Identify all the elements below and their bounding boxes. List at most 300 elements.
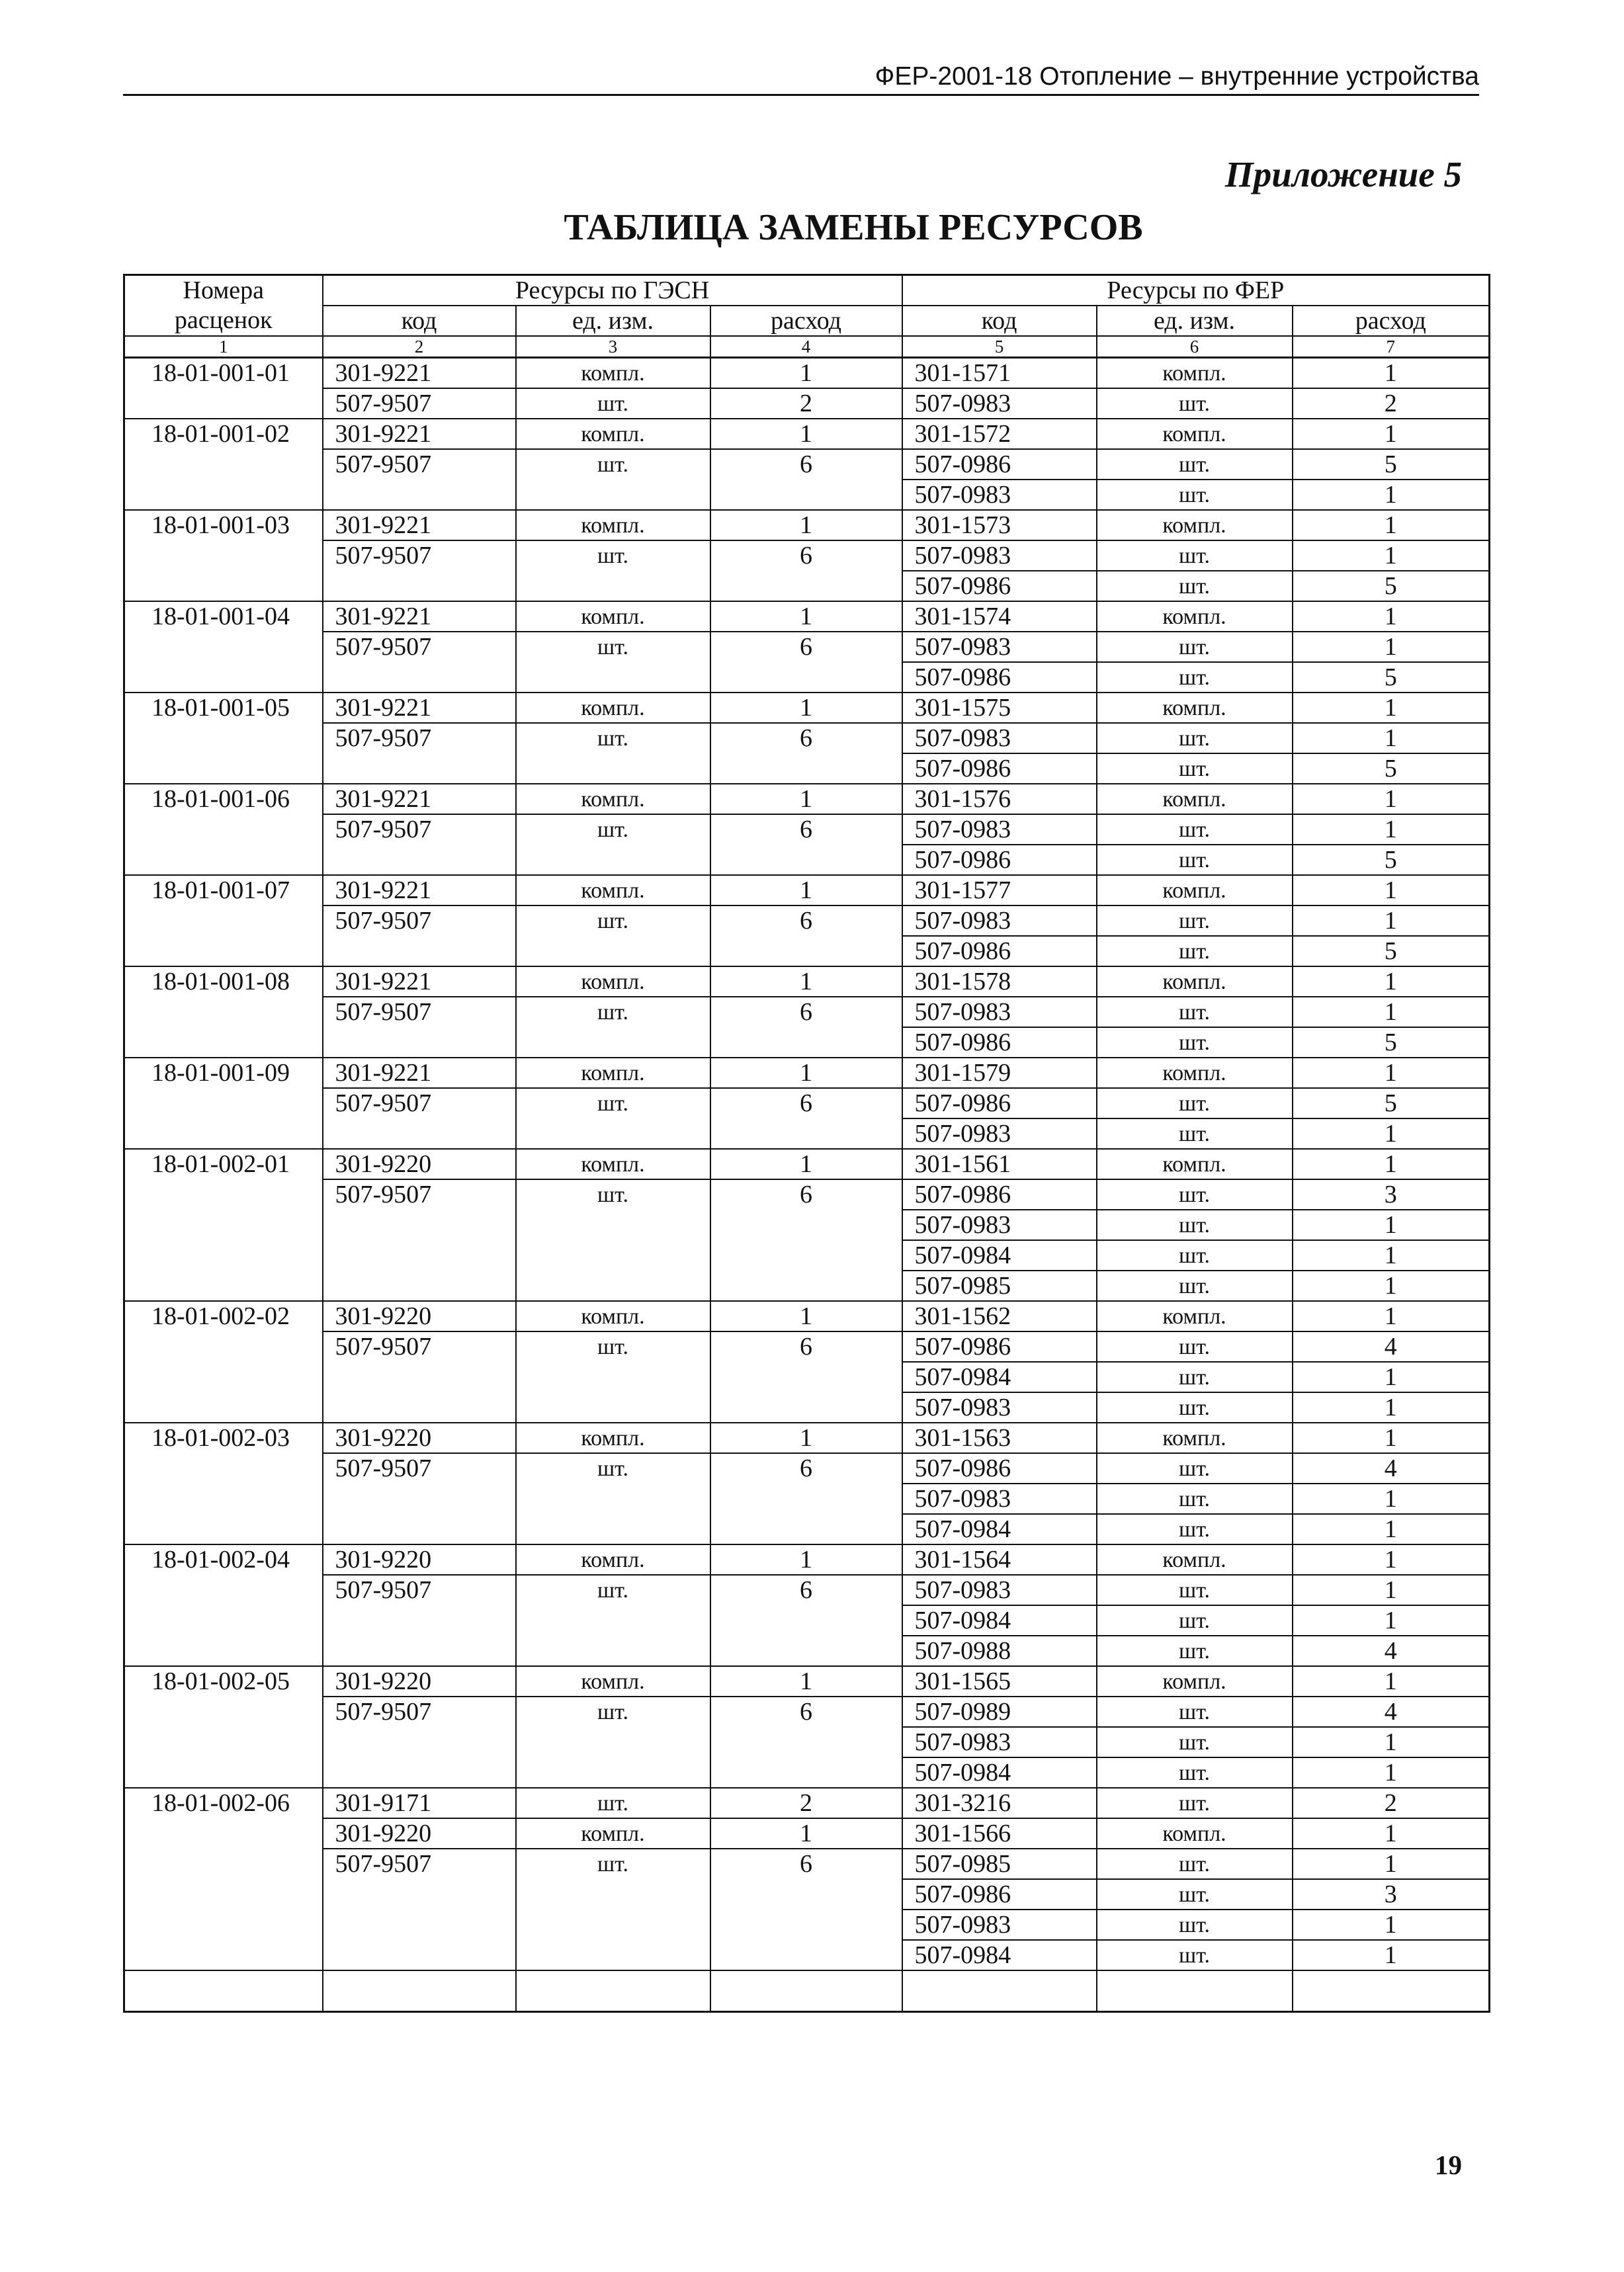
gesn-qty-cell: 6 [710, 905, 902, 936]
fer-unit-cell: шт. [1097, 388, 1293, 419]
gesn-qty-cell [710, 1392, 902, 1423]
rate-number-cell: 18-01-001-03 [124, 510, 323, 540]
fer-code-cell: 507-0986 [902, 571, 1097, 601]
fer-qty-cell: 3 [1293, 1179, 1490, 1210]
fer-unit-cell: шт. [1097, 1757, 1293, 1788]
fer-unit-cell: компл. [1097, 1666, 1293, 1697]
fer-code-cell: 507-0986 [902, 662, 1097, 693]
fer-code-cell: 507-0983 [902, 1727, 1097, 1757]
page-title: ТАБЛИЦА ЗАМЕНЫ РЕСУРСОВ [564, 207, 1143, 248]
gesn-code-cell [323, 1879, 516, 1910]
table-row [124, 1149, 1490, 1179]
rate-number-cell: 18-01-002-05 [124, 1666, 323, 1697]
fer-code-cell: 507-0986 [902, 1027, 1097, 1058]
fer-code-cell: 301-1576 [902, 784, 1097, 814]
gesn-qty-cell [710, 1757, 902, 1788]
gesn-code-cell [323, 1210, 516, 1240]
gesn-unit-cell: шт. [516, 723, 710, 753]
column-number: 1 [124, 336, 323, 358]
gesn-qty-cell: 1 [710, 358, 902, 389]
gesn-unit-cell: шт. [516, 1453, 710, 1484]
gesn-unit-cell: шт. [516, 1575, 710, 1605]
fer-unit-cell: шт. [1097, 1179, 1293, 1210]
fer-unit-cell: шт. [1097, 1027, 1293, 1058]
gesn-qty-cell: 2 [710, 1788, 902, 1818]
gesn-qty-cell: 1 [710, 784, 902, 814]
header-fer: Ресурсы по ФЕР [902, 275, 1490, 306]
table-row [124, 1757, 1490, 1788]
fer-qty-cell: 1 [1293, 1301, 1490, 1331]
fer-qty-cell: 1 [1293, 1605, 1490, 1636]
gesn-code-cell [323, 1910, 516, 1940]
gesn-code-cell [323, 1271, 516, 1301]
table-row [124, 1423, 1490, 1453]
gesn-qty-cell: 6 [710, 1088, 902, 1118]
gesn-code-cell [323, 1636, 516, 1666]
gesn-code-cell: 507-9507 [323, 723, 516, 753]
table-row [124, 510, 1490, 540]
fer-code-cell: 301-1577 [902, 875, 1097, 905]
header-fer-qty: расход [1293, 306, 1490, 336]
fer-code-cell: 507-0983 [902, 1575, 1097, 1605]
fer-code-cell: 507-0986 [902, 753, 1097, 784]
table-row [124, 419, 1490, 449]
fer-code-cell: 301-1565 [902, 1666, 1097, 1697]
rate-number-cell [124, 1940, 323, 1970]
gesn-qty-cell [710, 1636, 902, 1666]
fer-unit-cell: шт. [1097, 1392, 1293, 1423]
table-row [124, 571, 1490, 601]
fer-unit-cell: шт. [1097, 1118, 1293, 1149]
fer-unit-cell: шт. [1097, 845, 1293, 875]
gesn-qty-cell [710, 571, 902, 601]
gesn-code-cell [323, 1362, 516, 1392]
gesn-code-cell [323, 1727, 516, 1757]
fer-unit-cell: компл. [1097, 1818, 1293, 1849]
rate-number-cell: 18-01-002-04 [124, 1544, 323, 1575]
gesn-unit-cell: шт. [516, 632, 710, 662]
rate-number-cell [124, 1575, 323, 1605]
gesn-qty-cell: 1 [710, 1423, 902, 1453]
fer-code-cell: 507-0983 [902, 540, 1097, 571]
table-row [124, 1118, 1490, 1149]
gesn-unit-cell: компл. [516, 1058, 710, 1088]
gesn-qty-cell: 2 [710, 388, 902, 419]
gesn-unit-cell: шт. [516, 1179, 710, 1210]
table-row [124, 1727, 1490, 1757]
rate-number-cell [124, 1362, 323, 1392]
gesn-unit-cell: шт. [516, 1331, 710, 1362]
fer-unit-cell: компл. [1097, 966, 1293, 997]
fer-qty-cell: 1 [1293, 997, 1490, 1027]
fer-qty-cell: 1 [1293, 1757, 1490, 1788]
header-gesn-code: код [323, 306, 516, 336]
fer-qty-cell: 1 [1293, 1392, 1490, 1423]
rate-number-cell [124, 905, 323, 936]
rate-number-cell [124, 388, 323, 419]
rate-number-cell: 18-01-002-03 [124, 1423, 323, 1453]
fer-unit-cell: шт. [1097, 997, 1293, 1027]
gesn-unit-cell [516, 1514, 710, 1544]
gesn-unit-cell: шт. [516, 449, 710, 480]
gesn-unit-cell: компл. [516, 875, 710, 905]
gesn-unit-cell [516, 1484, 710, 1514]
rate-number-cell [124, 1757, 323, 1788]
gesn-qty-cell [710, 1240, 902, 1271]
table-row [124, 1392, 1490, 1423]
gesn-code-cell: 301-9220 [323, 1544, 516, 1575]
gesn-unit-cell [516, 1392, 710, 1423]
fer-code-cell: 507-0983 [902, 1910, 1097, 1940]
fer-qty-cell: 1 [1293, 1849, 1490, 1879]
fer-qty-cell: 1 [1293, 1423, 1490, 1453]
gesn-unit-cell: компл. [516, 966, 710, 997]
rate-number-cell [124, 1331, 323, 1362]
fer-code-cell: 301-1575 [902, 693, 1097, 723]
gesn-unit-cell: шт. [516, 1697, 710, 1727]
gesn-code-cell [323, 571, 516, 601]
fer-code-cell: 507-0983 [902, 1484, 1097, 1514]
table-row [124, 449, 1490, 480]
fer-qty-cell: 1 [1293, 1727, 1490, 1757]
fer-qty-cell: 5 [1293, 845, 1490, 875]
table-row [124, 1240, 1490, 1271]
rate-number-cell [124, 1879, 323, 1910]
table-row [124, 1818, 1490, 1849]
fer-qty-cell: 1 [1293, 814, 1490, 845]
gesn-unit-cell: шт. [516, 997, 710, 1027]
fer-unit-cell: шт. [1097, 1453, 1293, 1484]
fer-unit-cell: компл. [1097, 1301, 1293, 1331]
gesn-qty-cell [710, 936, 902, 966]
fer-qty-cell: 2 [1293, 388, 1490, 419]
gesn-code-cell [323, 1484, 516, 1514]
gesn-qty-cell [710, 1514, 902, 1544]
table-row [124, 875, 1490, 905]
rate-number-cell [124, 1118, 323, 1149]
rate-number-cell [124, 814, 323, 845]
fer-code-cell: 507-0985 [902, 1849, 1097, 1879]
table-row [124, 1575, 1490, 1605]
gesn-unit-cell [516, 1118, 710, 1149]
gesn-unit-cell: компл. [516, 419, 710, 449]
gesn-qty-cell [710, 1727, 902, 1757]
fer-qty-cell: 5 [1293, 936, 1490, 966]
rate-number-cell [124, 1240, 323, 1271]
gesn-unit-cell: компл. [516, 1666, 710, 1697]
gesn-unit-cell [516, 845, 710, 875]
gesn-code-cell [323, 1392, 516, 1423]
gesn-code-cell [323, 1240, 516, 1271]
fer-unit-cell: компл. [1097, 510, 1293, 540]
rate-number-cell: 18-01-002-02 [124, 1301, 323, 1331]
gesn-code-cell: 507-9507 [323, 1575, 516, 1605]
gesn-code-cell: 507-9507 [323, 540, 516, 571]
gesn-qty-cell: 1 [710, 966, 902, 997]
table-row [124, 845, 1490, 875]
rate-number-cell: 18-01-001-05 [124, 693, 323, 723]
fer-code-cell: 301-1566 [902, 1818, 1097, 1849]
gesn-code-cell [323, 1027, 516, 1058]
gesn-unit-cell [516, 1605, 710, 1636]
fer-qty-cell: 5 [1293, 662, 1490, 693]
fer-code-cell: 301-1579 [902, 1058, 1097, 1088]
gesn-code-cell: 301-9220 [323, 1818, 516, 1849]
fer-qty-cell: 1 [1293, 419, 1490, 449]
gesn-qty-cell: 6 [710, 1575, 902, 1605]
table-row [124, 966, 1490, 997]
gesn-qty-cell: 1 [710, 1149, 902, 1179]
gesn-unit-cell: компл. [516, 601, 710, 632]
table-row [124, 662, 1490, 693]
table-row [124, 540, 1490, 571]
gesn-unit-cell [516, 480, 710, 510]
fer-unit-cell: шт. [1097, 814, 1293, 845]
rate-number-cell: 18-01-001-06 [124, 784, 323, 814]
fer-qty-cell: 1 [1293, 1271, 1490, 1301]
header-gesn: Ресурсы по ГЭСН [323, 275, 902, 306]
fer-code-cell: 301-1572 [902, 419, 1097, 449]
fer-unit-cell: шт. [1097, 1910, 1293, 1940]
rate-number-cell [124, 723, 323, 753]
fer-qty-cell: 5 [1293, 753, 1490, 784]
fer-unit-cell: шт. [1097, 905, 1293, 936]
fer-unit-cell: шт. [1097, 1697, 1293, 1727]
appendix-label: Приложение 5 [1224, 154, 1462, 194]
fer-qty-cell: 1 [1293, 510, 1490, 540]
rate-number-cell: 18-01-001-08 [124, 966, 323, 997]
fer-unit-cell: компл. [1097, 358, 1293, 389]
fer-code-cell: 301-1561 [902, 1149, 1097, 1179]
fer-code-cell: 507-0984 [902, 1605, 1097, 1636]
gesn-code-cell: 507-9507 [323, 449, 516, 480]
gesn-code-cell: 507-9507 [323, 1849, 516, 1879]
table-row [124, 1788, 1490, 1818]
header-gesn-qty: расход [710, 306, 902, 336]
table-row [124, 814, 1490, 845]
fer-qty-cell: 1 [1293, 723, 1490, 753]
gesn-unit-cell [516, 1636, 710, 1666]
column-number: 7 [1293, 336, 1490, 358]
gesn-unit-cell [516, 1940, 710, 1970]
gesn-qty-cell: 1 [710, 1058, 902, 1088]
page-number: 19 [1435, 2150, 1462, 2180]
gesn-qty-cell: 6 [710, 997, 902, 1027]
fer-unit-cell: шт. [1097, 571, 1293, 601]
gesn-qty-cell [710, 753, 902, 784]
gesn-code-cell: 507-9507 [323, 1697, 516, 1727]
fer-qty-cell: 1 [1293, 1818, 1490, 1849]
rate-number-cell: 18-01-001-04 [124, 601, 323, 632]
fer-unit-cell: шт. [1097, 1575, 1293, 1605]
rate-number-cell [124, 997, 323, 1027]
fer-qty-cell: 1 [1293, 1484, 1490, 1514]
rate-number-cell [124, 571, 323, 601]
table-row [124, 1058, 1490, 1088]
gesn-unit-cell: компл. [516, 510, 710, 540]
header-gesn-unit: ед. изм. [516, 306, 710, 336]
gesn-code-cell: 301-9221 [323, 875, 516, 905]
fer-unit-cell: шт. [1097, 753, 1293, 784]
table-row [124, 784, 1490, 814]
table-row [124, 1605, 1490, 1636]
gesn-qty-cell [710, 1484, 902, 1514]
gesn-qty-cell [710, 1879, 902, 1910]
rate-number-cell [124, 1697, 323, 1727]
gesn-code-cell [323, 1757, 516, 1788]
gesn-qty-cell: 1 [710, 1818, 902, 1849]
gesn-code-cell: 507-9507 [323, 1331, 516, 1362]
fer-qty-cell: 3 [1293, 1879, 1490, 1910]
fer-code-cell: 301-1563 [902, 1423, 1097, 1453]
column-number: 6 [1097, 336, 1293, 358]
rate-number-cell [124, 1514, 323, 1544]
gesn-qty-cell: 1 [710, 510, 902, 540]
fer-unit-cell: шт. [1097, 1727, 1293, 1757]
table-row [124, 1879, 1490, 1910]
gesn-code-cell: 507-9507 [323, 814, 516, 845]
rate-number-cell [124, 1271, 323, 1301]
fer-qty-cell: 5 [1293, 1027, 1490, 1058]
fer-unit-cell: шт. [1097, 662, 1293, 693]
table-row [124, 1179, 1490, 1210]
fer-unit-cell: шт. [1097, 1636, 1293, 1666]
gesn-qty-cell [710, 1210, 902, 1240]
rate-number-cell [124, 1453, 323, 1484]
rate-number-cell [124, 1727, 323, 1757]
fer-qty-cell: 4 [1293, 1697, 1490, 1727]
gesn-code-cell: 301-9220 [323, 1301, 516, 1331]
table-bottom-space [124, 1970, 1490, 2012]
gesn-unit-cell: шт. [516, 814, 710, 845]
gesn-qty-cell: 6 [710, 540, 902, 571]
gesn-unit-cell: шт. [516, 1788, 710, 1818]
gesn-qty-cell [710, 480, 902, 510]
fer-unit-cell: шт. [1097, 480, 1293, 510]
table-row [124, 1544, 1490, 1575]
table-row [124, 1088, 1490, 1118]
gesn-code-cell: 507-9507 [323, 1088, 516, 1118]
fer-qty-cell: 1 [1293, 1210, 1490, 1240]
gesn-unit-cell: шт. [516, 1088, 710, 1118]
fer-code-cell: 507-0984 [902, 1240, 1097, 1271]
fer-qty-cell: 5 [1293, 449, 1490, 480]
gesn-qty-cell: 1 [710, 875, 902, 905]
fer-qty-cell: 1 [1293, 1118, 1490, 1149]
gesn-code-cell: 507-9507 [323, 388, 516, 419]
fer-unit-cell: компл. [1097, 419, 1293, 449]
gesn-qty-cell: 6 [710, 1849, 902, 1879]
gesn-unit-cell: шт. [516, 540, 710, 571]
table-row [124, 480, 1490, 510]
table-row [124, 1271, 1490, 1301]
gesn-code-cell: 507-9507 [323, 1453, 516, 1484]
gesn-code-cell: 301-9220 [323, 1423, 516, 1453]
gesn-unit-cell [516, 753, 710, 784]
fer-qty-cell: 1 [1293, 966, 1490, 997]
fer-unit-cell: шт. [1097, 1088, 1293, 1118]
table-row [124, 905, 1490, 936]
table-row [124, 1027, 1490, 1058]
column-number: 5 [902, 336, 1097, 358]
gesn-qty-cell: 1 [710, 1666, 902, 1697]
rate-number-cell [124, 449, 323, 480]
gesn-unit-cell [516, 662, 710, 693]
gesn-unit-cell [516, 936, 710, 966]
header-fer-unit: ед. изм. [1097, 306, 1293, 336]
table-row [124, 1636, 1490, 1666]
fer-qty-cell: 1 [1293, 693, 1490, 723]
gesn-unit-cell [516, 1727, 710, 1757]
fer-code-cell: 507-0988 [902, 1636, 1097, 1666]
fer-code-cell: 507-0983 [902, 1118, 1097, 1149]
rate-number-cell: 18-01-001-02 [124, 419, 323, 449]
fer-qty-cell: 1 [1293, 1910, 1490, 1940]
fer-unit-cell: шт. [1097, 1271, 1293, 1301]
table-row [124, 936, 1490, 966]
fer-code-cell: 507-0983 [902, 723, 1097, 753]
fer-unit-cell: шт. [1097, 1514, 1293, 1544]
fer-unit-cell: шт. [1097, 1879, 1293, 1910]
fer-code-cell: 507-0986 [902, 1879, 1097, 1910]
gesn-qty-cell: 1 [710, 1301, 902, 1331]
fer-qty-cell: 1 [1293, 1544, 1490, 1575]
gesn-code-cell [323, 1514, 516, 1544]
header-rule [123, 94, 1479, 96]
rate-number-cell: 18-01-002-01 [124, 1149, 323, 1179]
rate-number-cell [124, 753, 323, 784]
fer-qty-cell: 1 [1293, 1362, 1490, 1392]
fer-qty-cell: 1 [1293, 1058, 1490, 1088]
table-row [124, 1362, 1490, 1392]
fer-code-cell: 301-1573 [902, 510, 1097, 540]
fer-qty-cell: 1 [1293, 601, 1490, 632]
fer-qty-cell: 1 [1293, 1666, 1490, 1697]
rate-number-cell [124, 1849, 323, 1879]
gesn-qty-cell: 6 [710, 449, 902, 480]
header-fer-code: код [902, 306, 1097, 336]
fer-unit-cell: компл. [1097, 1423, 1293, 1453]
gesn-unit-cell [516, 571, 710, 601]
empty-cell [124, 1970, 323, 2012]
gesn-code-cell: 301-9221 [323, 601, 516, 632]
gesn-qty-cell: 6 [710, 723, 902, 753]
fer-code-cell: 507-0983 [902, 1210, 1097, 1240]
fer-code-cell: 507-0984 [902, 1514, 1097, 1544]
fer-qty-cell: 1 [1293, 632, 1490, 662]
fer-unit-cell: компл. [1097, 1149, 1293, 1179]
fer-unit-cell: компл. [1097, 1058, 1293, 1088]
fer-qty-cell: 1 [1293, 875, 1490, 905]
fer-qty-cell: 1 [1293, 358, 1490, 389]
gesn-code-cell [323, 936, 516, 966]
fer-code-cell: 507-0986 [902, 1331, 1097, 1362]
rate-number-cell [124, 1179, 323, 1210]
rate-number-cell [124, 480, 323, 510]
gesn-code-cell: 301-9221 [323, 693, 516, 723]
table-row [124, 388, 1490, 419]
fer-code-cell: 301-1574 [902, 601, 1097, 632]
column-number: 4 [710, 336, 902, 358]
fer-qty-cell: 1 [1293, 784, 1490, 814]
gesn-code-cell: 507-9507 [323, 905, 516, 936]
fer-unit-cell: шт. [1097, 1210, 1293, 1240]
gesn-qty-cell: 1 [710, 601, 902, 632]
fer-unit-cell: шт. [1097, 632, 1293, 662]
fer-unit-cell: компл. [1097, 601, 1293, 632]
fer-code-cell: 507-0984 [902, 1757, 1097, 1788]
gesn-unit-cell: компл. [516, 784, 710, 814]
